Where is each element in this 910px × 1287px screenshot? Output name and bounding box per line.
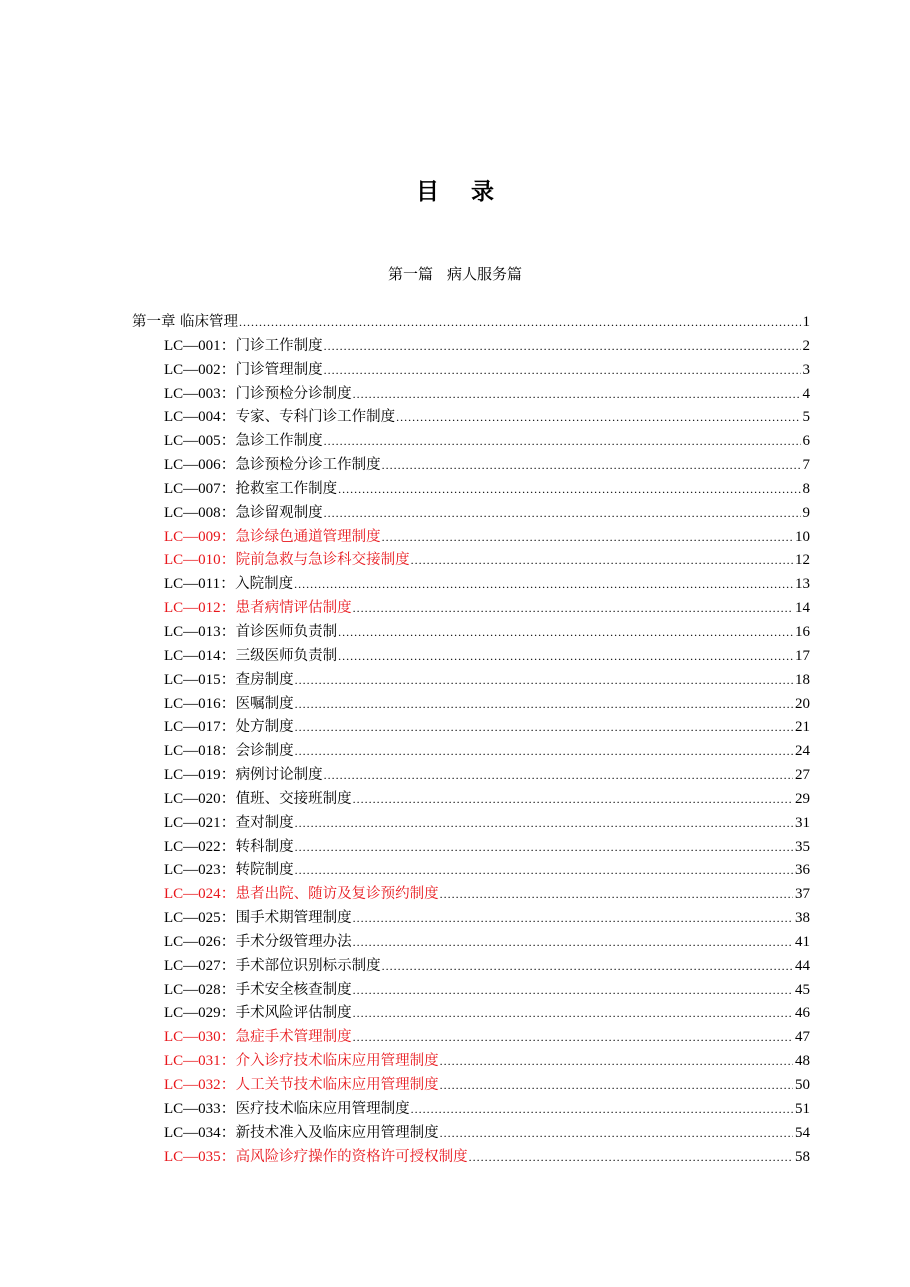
dot-leader bbox=[338, 622, 793, 642]
entry-page-number: 38 bbox=[795, 910, 810, 927]
dot-leader bbox=[382, 455, 801, 475]
entry-title: 病例讨论制度 bbox=[235, 767, 323, 784]
toc-entry-row[interactable] bbox=[132, 431, 810, 455]
dot-leader bbox=[353, 598, 793, 618]
dot-leader bbox=[294, 574, 793, 594]
entry-code: LC—029： bbox=[164, 1005, 236, 1022]
toc-entry-row[interactable] bbox=[132, 598, 810, 622]
entry-title: 入院制度 bbox=[235, 576, 294, 593]
entry-code: LC—018： bbox=[164, 743, 236, 760]
entry-page-number: 13 bbox=[795, 576, 810, 593]
entry-code: LC—003： bbox=[164, 385, 236, 402]
toc-entry-row[interactable] bbox=[132, 479, 810, 503]
entry-page-number: 54 bbox=[795, 1124, 810, 1141]
entry-title: 手术分级管理办法 bbox=[235, 933, 352, 950]
dot-leader bbox=[440, 1075, 793, 1095]
entry-code: LC—034： bbox=[164, 1124, 236, 1141]
toc-entry-row[interactable] bbox=[132, 336, 810, 360]
entry-page-number: 10 bbox=[795, 528, 810, 545]
dot-leader bbox=[411, 1099, 793, 1119]
dot-leader bbox=[382, 527, 793, 547]
entry-title: 三级医师负责制 bbox=[235, 647, 338, 664]
entry-code: LC—013： bbox=[164, 623, 236, 640]
entry-page-number: 12 bbox=[795, 552, 810, 569]
entry-code: LC—022： bbox=[164, 838, 236, 855]
dot-leader bbox=[353, 980, 793, 1000]
entry-code: LC—033： bbox=[164, 1100, 236, 1117]
table-of-contents bbox=[132, 312, 810, 1170]
entry-page-number: 21 bbox=[795, 719, 810, 736]
toc-entry-row[interactable] bbox=[132, 384, 810, 408]
entry-title: 查房制度 bbox=[235, 671, 294, 688]
toc-entry-row[interactable] bbox=[132, 717, 810, 741]
entry-page-number: 20 bbox=[795, 695, 810, 712]
entry-page-number: 2 bbox=[802, 337, 810, 354]
entry-code: LC—031： bbox=[164, 1053, 236, 1070]
entry-code: LC—030： bbox=[164, 1029, 236, 1046]
chapter-page-number: 1 bbox=[802, 314, 810, 330]
page-title: 目 录 bbox=[415, 179, 506, 205]
entry-title: 转院制度 bbox=[235, 862, 294, 879]
chapter-label: 第一章 bbox=[132, 314, 176, 330]
toc-entry-row[interactable] bbox=[132, 1051, 810, 1075]
dot-leader bbox=[411, 550, 793, 570]
entry-code: LC—008： bbox=[164, 504, 236, 521]
entry-title: 急症手术管理制度 bbox=[235, 1029, 352, 1046]
entry-code: LC—019： bbox=[164, 767, 236, 784]
entry-code: LC—006： bbox=[164, 457, 236, 474]
dot-leader bbox=[353, 1027, 793, 1047]
entry-code: LC—004： bbox=[164, 409, 236, 426]
toc-entry-row[interactable] bbox=[132, 455, 810, 479]
dot-leader bbox=[324, 503, 801, 523]
entry-code: LC—016： bbox=[164, 695, 236, 712]
part-heading bbox=[0, 264, 910, 284]
entry-page-number: 17 bbox=[795, 647, 810, 664]
entry-code: LC—028： bbox=[164, 981, 236, 998]
entry-code: LC—020： bbox=[164, 790, 236, 807]
entry-code: LC—017： bbox=[164, 719, 236, 736]
dot-leader bbox=[396, 407, 800, 427]
entry-title: 处方制度 bbox=[235, 719, 294, 736]
entry-page-number: 47 bbox=[795, 1029, 810, 1046]
entry-page-number: 27 bbox=[795, 767, 810, 784]
dot-leader bbox=[382, 956, 793, 976]
dot-leader bbox=[295, 694, 793, 714]
entry-title: 介入诊疗技术临床应用管理制度 bbox=[235, 1053, 439, 1070]
part-label: 第一篇 bbox=[387, 265, 433, 283]
entry-title: 抢救室工作制度 bbox=[235, 480, 338, 497]
dot-leader bbox=[353, 908, 793, 928]
entry-page-number: 50 bbox=[795, 1077, 810, 1093]
toc-entry-row[interactable] bbox=[132, 407, 810, 431]
toc-entry-row[interactable] bbox=[132, 622, 810, 646]
entry-page-number: 51 bbox=[795, 1100, 810, 1117]
entry-code: LC—014： bbox=[164, 647, 236, 664]
dot-leader bbox=[469, 1147, 793, 1167]
toc-entry-row[interactable] bbox=[132, 765, 810, 789]
entry-page-number: 37 bbox=[795, 886, 810, 903]
entry-page-number: 14 bbox=[795, 600, 810, 617]
dot-leader bbox=[239, 312, 800, 332]
entry-title: 急诊预检分诊工作制度 bbox=[235, 457, 381, 474]
entry-page-number: 41 bbox=[795, 933, 810, 950]
entry-title: 医嘱制度 bbox=[235, 695, 294, 712]
toc-entry-row[interactable] bbox=[132, 1123, 810, 1147]
toc-entry-row[interactable] bbox=[132, 860, 810, 884]
toc-entry-row[interactable] bbox=[132, 741, 810, 765]
toc-entry-row[interactable] bbox=[132, 789, 810, 813]
entry-code: LC—011： bbox=[164, 576, 236, 593]
toc-entry-row[interactable] bbox=[132, 694, 810, 718]
entry-page-number: 6 bbox=[802, 433, 810, 450]
entry-page-number: 5 bbox=[802, 409, 810, 426]
entry-title: 门诊管理制度 bbox=[235, 361, 323, 378]
entry-title: 手术风险评估制度 bbox=[235, 1005, 352, 1022]
entry-code: LC—025： bbox=[164, 910, 236, 927]
entry-title: 院前急救与急诊科交接制度 bbox=[235, 552, 410, 569]
entry-title: 患者病情评估制度 bbox=[235, 600, 352, 617]
entry-code: LC—024： bbox=[164, 886, 236, 903]
entry-title: 会诊制度 bbox=[235, 743, 294, 760]
entry-page-number: 16 bbox=[795, 623, 810, 640]
entry-code: LC—002： bbox=[164, 361, 236, 378]
entry-code: LC—010： bbox=[164, 552, 236, 569]
toc-entry-row[interactable] bbox=[132, 527, 810, 551]
entry-code: LC—023： bbox=[164, 862, 236, 879]
entry-title: 急诊工作制度 bbox=[235, 433, 323, 450]
entry-code: LC—026： bbox=[164, 933, 236, 950]
dot-leader bbox=[295, 813, 793, 833]
toc-entry-row[interactable] bbox=[132, 884, 810, 908]
entry-code: LC—001： bbox=[164, 337, 236, 354]
dot-leader bbox=[440, 1051, 793, 1071]
entry-code: LC—032： bbox=[164, 1077, 236, 1093]
entry-page-number: 18 bbox=[795, 671, 810, 688]
toc-entry-row[interactable] bbox=[132, 1003, 810, 1027]
toc-entry-row[interactable] bbox=[132, 837, 810, 861]
dot-leader bbox=[324, 336, 801, 356]
dot-leader bbox=[353, 789, 793, 809]
entry-page-number: 9 bbox=[802, 504, 810, 521]
entry-title: 手术安全核查制度 bbox=[235, 981, 352, 998]
entry-title: 门诊工作制度 bbox=[235, 337, 323, 354]
entry-title: 人工关节技术临床应用管理制度 bbox=[235, 1077, 439, 1093]
dot-leader bbox=[295, 860, 793, 880]
entry-code: LC—015： bbox=[164, 671, 236, 688]
entry-code: LC—012： bbox=[164, 600, 236, 617]
entry-page-number: 24 bbox=[795, 743, 810, 760]
entry-title: 围手术期管理制度 bbox=[235, 910, 352, 927]
dot-leader bbox=[295, 741, 793, 761]
entry-page-number: 44 bbox=[795, 957, 810, 974]
toc-entry-row[interactable] bbox=[132, 980, 810, 1004]
entry-title: 值班、交接班制度 bbox=[235, 790, 352, 807]
entry-page-number: 48 bbox=[795, 1053, 810, 1070]
entry-title: 医疗技术临床应用管理制度 bbox=[235, 1100, 410, 1117]
toc-entry-row[interactable] bbox=[132, 1075, 810, 1099]
part-name: 病人服务篇 bbox=[447, 265, 523, 283]
entry-page-number: 3 bbox=[802, 361, 810, 378]
entry-page-number: 7 bbox=[802, 457, 810, 474]
entry-title: 急诊绿色通道管理制度 bbox=[235, 528, 381, 545]
entry-page-number: 29 bbox=[795, 790, 810, 807]
entry-code: LC—007： bbox=[164, 480, 236, 497]
entry-page-number: 35 bbox=[795, 838, 810, 855]
entry-page-number: 46 bbox=[795, 1005, 810, 1022]
entry-page-number: 36 bbox=[795, 862, 810, 879]
entry-title: 查对制度 bbox=[235, 814, 294, 831]
dot-leader bbox=[353, 384, 801, 404]
entry-title: 专家、专科门诊工作制度 bbox=[235, 409, 396, 426]
entry-code: LC—035： bbox=[164, 1148, 236, 1165]
dot-leader bbox=[295, 717, 793, 737]
entry-page-number: 58 bbox=[795, 1148, 810, 1165]
toc-entry-row[interactable] bbox=[132, 1099, 810, 1123]
entry-code: LC—021： bbox=[164, 814, 236, 831]
dot-leader bbox=[324, 765, 793, 785]
entry-title: 手术部位识别标示制度 bbox=[235, 957, 381, 974]
toc-entry-row[interactable] bbox=[132, 360, 810, 384]
entry-code: LC—009： bbox=[164, 528, 236, 545]
entry-page-number: 31 bbox=[795, 814, 810, 831]
entry-title: 急诊留观制度 bbox=[235, 504, 323, 521]
dot-leader bbox=[295, 670, 793, 690]
toc-entry-row[interactable] bbox=[132, 1147, 810, 1171]
toc-entry-row[interactable] bbox=[132, 503, 810, 527]
dot-leader bbox=[440, 1123, 793, 1143]
toc-entry-row[interactable] bbox=[132, 908, 810, 932]
dot-leader bbox=[338, 646, 793, 666]
entry-title: 转科制度 bbox=[235, 838, 294, 855]
dot-leader bbox=[353, 932, 793, 952]
dot-leader bbox=[324, 431, 801, 451]
toc-entry-row[interactable] bbox=[132, 670, 810, 694]
entry-page-number: 8 bbox=[802, 480, 810, 497]
entry-title: 新技术准入及临床应用管理制度 bbox=[235, 1124, 439, 1141]
dot-leader bbox=[338, 479, 800, 499]
dot-leader bbox=[440, 884, 793, 904]
entry-code: LC—005： bbox=[164, 433, 236, 450]
toc-entry-row[interactable] bbox=[132, 956, 810, 980]
entry-title: 门诊预检分诊制度 bbox=[235, 385, 352, 402]
dot-leader bbox=[295, 837, 793, 857]
entry-code: LC—027： bbox=[164, 957, 236, 974]
entry-title: 高风险诊疗操作的资格许可授权制度 bbox=[235, 1148, 468, 1165]
toc-entry-row[interactable] bbox=[132, 574, 810, 598]
entry-title: 患者出院、随访及复诊预约制度 bbox=[235, 886, 439, 903]
entry-page-number: 4 bbox=[802, 385, 810, 402]
dot-leader bbox=[324, 360, 801, 380]
entry-page-number: 45 bbox=[795, 981, 810, 998]
chapter-name: 临床管理 bbox=[180, 314, 239, 330]
dot-leader bbox=[353, 1003, 793, 1023]
toc-entry-row[interactable] bbox=[132, 646, 810, 670]
toc-chapter-row[interactable] bbox=[132, 312, 810, 336]
toc-entry-row[interactable] bbox=[132, 550, 810, 574]
toc-entry-row[interactable] bbox=[132, 1027, 810, 1051]
toc-entry-row[interactable] bbox=[132, 813, 810, 837]
entry-title: 首诊医师负责制 bbox=[235, 623, 338, 640]
toc-entry-row[interactable] bbox=[132, 932, 810, 956]
